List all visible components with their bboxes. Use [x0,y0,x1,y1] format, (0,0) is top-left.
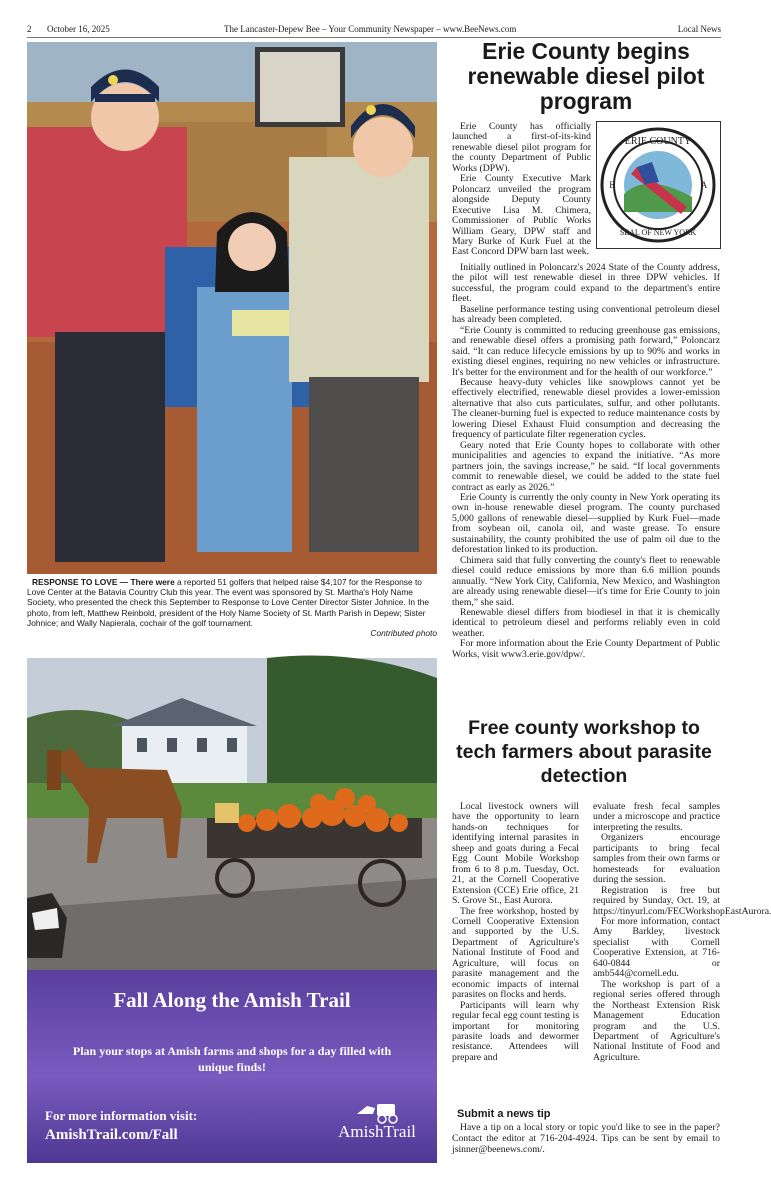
article-body-narrow [452,122,591,258]
article-paragraph: Renewable diesel differs from biodiesel in that it is chemically identical to petroleum diesel and performs reliably even in cold weather. [452,606,720,639]
horse-cart-photo [27,658,437,970]
article-paragraph: Because heavy-duty vehicles like snowplows cannot yet be effectively electrified, renewable diesel provides a lower-emission alternative that also cuts particulates, sulfur, and other pollutants. The cleaner-burning fuel is expected to reduce maintenance costs by lowering Diesel Exhaust Fluid consumption and decreasing the frequency of particulate filter regeneration cycles. [452,376,720,441]
article-paragraph: The free workshop, hosted by Cornell Cooperative Extension and supported by the U.S. Department of Agriculture's National Institute of Food and Agriculture, will focus on parasite management and the economic impacts of internal parasites on flocks and herds. [452,905,579,1001]
page-header [27,20,721,38]
workshop-column-2 [593,801,771,1063]
article-paragraph: Baseline performance testing using conventional petroleum diesel has already been completed. [452,303,720,326]
article-paragraph: Erie County has officially launched a first-of-its-kind renewable diesel pilot program for the county Department of Public Works (DPW). [452,121,591,174]
issue-date: October 16, 2025 [47,24,110,34]
article-paragraph: Geary noted that Erie County hopes to collaborate with other municipalities and agencies to expand the initiative. “As more partners join, the savings increase,” he said. “If local governments commit to renewable diesel, we could be added to the state fuel contract as early as 2026.” [452,439,720,493]
article-paragraph: “Erie County is committed to reducing greenhouse gas emissions, and renewable diesel offers a promising path forward,” Poloncarz said. “It can reduce lifecycle emissions by up to 90% and works in existing diesel engines, requiring no new vehicles or infrastructure. It's better for the environment and for the health of our workforce.” [452,324,720,378]
workshop-headline: Free county workshop to tech farmers about parasite detection [456,717,712,787]
news-tip-body [452,1122,720,1155]
amish-trail-ad[interactable] [27,658,437,1163]
article-paragraph: Registration is free but required by Sunday, Oct. 19, at https://tinyurl.com/FECWorkshopEastAurora. [593,884,771,917]
cap-badge-icon [108,75,118,85]
page-number: 2 [27,24,32,34]
ad-panel [27,970,437,1163]
svg-text:E: E [609,180,615,190]
article-paragraph: Local livestock owners will have the opportunity to learn hands-on techniques for identifying internal parasites in sheep and goats during a Fecal Egg Count Mobile Workshop from 6 to 8 p.m. Tuesday, Oct. 21, at the Cornell Cooperative Extension (CCE) Erie office, 21 S. Grove St., East Aurora. [452,801,579,907]
svg-text:ERIE COUNTY: ERIE COUNTY [624,136,692,147]
caption-text: a reported 51 golfers that helped raise $4,107 for the Response to Love Center at the Batavia Country Club this year. The event was sponsored by St. Martha's Holy Name Society, who presented the check this September to Response to Love Center Director Sister Johnice. In the photo, from left, Matthew Reinbold, president of the Holy Name Society of St. Marth Parish in Depew; Sister Johnice; and Wally Napierala, cochair of the golf tournament. [27,577,430,628]
ad-title: Fall Along the Amish Trail [113,988,351,1012]
photo-caption [27,577,437,638]
article-headline: Erie County begins renewable diesel pilot program [467,38,705,114]
ad-url-link[interactable]: AmishTrail.com/Fall [45,1127,178,1143]
article-paragraph: For more information about the Erie County Department of Public Works, visit www3.erie.gov/dpw/. [452,638,720,660]
article-paragraph: Participants will learn why regular fecal egg count testing is important for monitoring parasite loads and dewormer resistance. Attendees will prepare and [452,999,579,1063]
article-paragraph: Initially outlined in Poloncarz's 2024 State of the County address, the pilot will test renewable diesel in three DPW vehicles. If successful, the program could expand to the department's entire fleet. [452,262,720,305]
photo-credit: Contributed photo [370,628,437,639]
check-presentation-photo [27,42,437,574]
news-tip-text: Have a tip on a local story or topic you'd like to see in the paper? Contact the editor at 716-204-4924. Tips can be sent by email to jsinner@beenews.com/. [452,1122,720,1155]
workshop-column-1 [452,802,579,1063]
section-name: Local News [677,24,721,34]
ad-logo-text: AmishTrail [338,1122,416,1141]
article-paragraph: For more information, contact Amy Barkley, livestock specialist with Cornell Cooperative Extension, at 716-640-0844 or amb544@cornell.edu. [593,915,720,980]
article-paragraph: evaluate fresh fecal samples under a microscope and practice interpreting the results. [593,801,720,833]
ad-subtitle: Plan your stops at Amish farms and shops for a day filled with unique finds! [72,1044,392,1074]
article-paragraph: Erie County is currently the only county in New York operating its own in-house renewable diesel program. The county purchased 5,000 gallons of renewable diesel—supplied by Kurk Fuel—made from soybean oil, canola oil, and waste grease. To ensure sustainability, the county prohibited the use of palm oil due to the deforestation linked to its production. [452,491,720,556]
article-paragraph: Organizers encourage participants to bring fecal samples from their own farms or homesteads for evaluation during the session. [593,832,720,886]
article-body [452,263,720,660]
svg-text:A: A [700,180,708,190]
check-in-hand [232,310,290,336]
article-paragraph: Erie County Executive Mark Poloncarz unveiled the program alongside Deputy County Executive Lisa M. Chimera, Commissioner of Public Works William Geary, DPW staff and Mary Burke of Kurk Fuel at the East Concord DPW barn last week. [452,173,591,258]
erie-county-seal [596,121,721,249]
article-paragraph: Chimera said that fully converting the county's fleet to renewable diesel could reduce emissions by more than 6.6 million pounds annually. “New York City, California, New Mexico, and Washington are already using renewable diesel—it's time for Erie County to join them,” she said. [452,554,720,608]
amish-trail-logo [327,1102,427,1150]
news-tip-heading: Submit a news tip [457,1108,551,1120]
svg-text:SEAL OF NEW YORK: SEAL OF NEW YORK [619,228,697,237]
ad-more-info: For more information visit: [45,1108,198,1123]
publication-line: The Lancaster-Depew Bee – Your Community Newspaper – www.BeeNews.com [224,24,517,34]
caption-lead: RESPONSE TO LOVE — There were [32,577,175,587]
buggy-icon [327,1102,427,1124]
article-paragraph: The workshop is part of a regional series offered through the Northeast Extension Risk Management Education program and the U.S. Department of Agriculture's National Institute of Food and Agriculture. [593,978,720,1063]
